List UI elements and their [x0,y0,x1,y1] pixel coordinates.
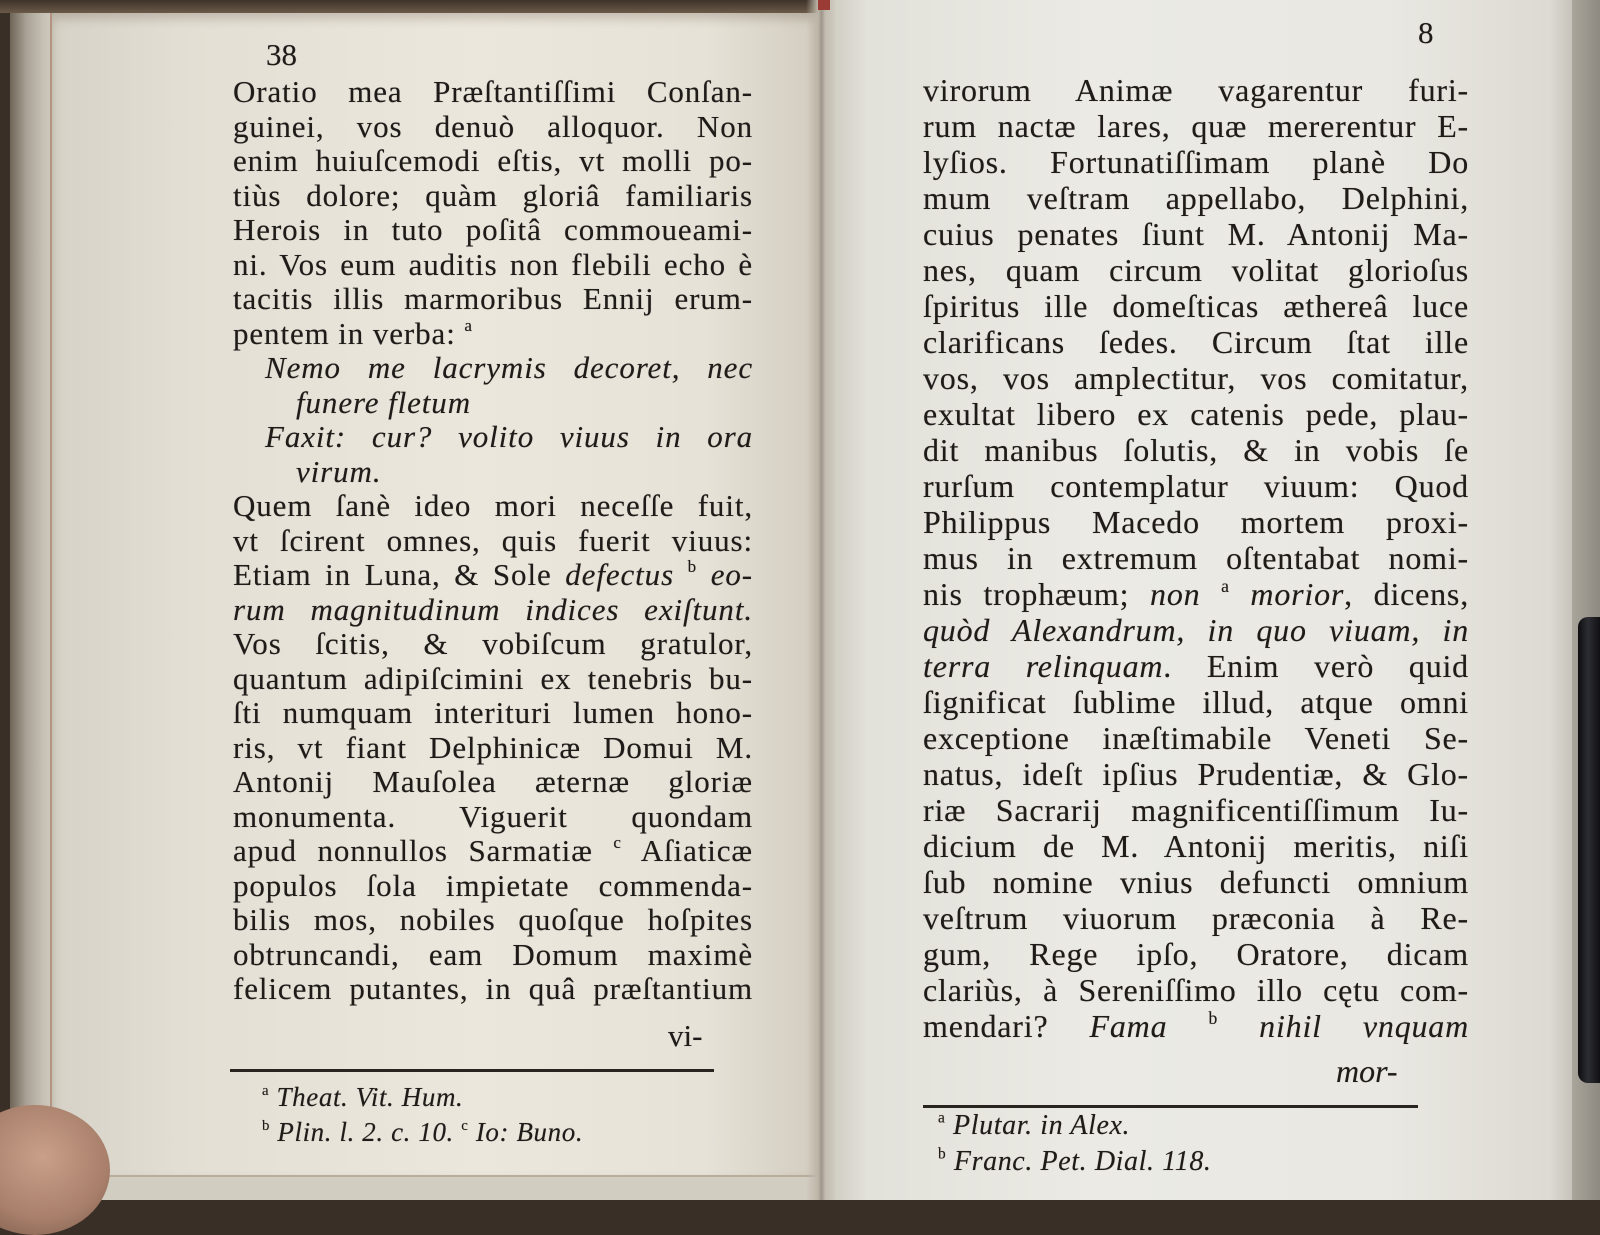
roman-text: tacitis illis marmoribus Ennij erum- [233,281,753,316]
footnotes-right [938,1108,1212,1180]
text-line [923,900,1469,936]
roman-text: ſignificat ſublime illud, atque omni [923,684,1469,720]
roman-text: nes, quam circum volitat glorioſus [923,252,1469,288]
text-line [233,110,753,145]
text-line [233,662,753,697]
roman-text: lyſios. Fortunatiſſimam planè Do [923,144,1469,180]
text-line [233,903,753,938]
text-line [233,179,753,214]
text-line [923,360,1469,396]
italic-text: defectus [565,557,688,592]
roman-text: veſtrum viuorum præconia à Re- [923,900,1469,936]
italic-text: terra relinquam [923,648,1164,684]
footnote-marker: a [464,315,473,335]
roman-text: felicem putantes, in quâ præſtantium [233,971,753,1006]
text-line [233,834,753,869]
roman-text: . Enim verò quid [1163,648,1469,684]
footnote-marker: a [1221,575,1230,596]
text-line [923,720,1469,756]
italic-text: funere fletum [296,384,471,420]
roman-text: virorum Animæ vagarentur furi- [923,72,1469,108]
italic-text: Franc. Pet. Dial. 118. [946,1146,1212,1177]
page-number-left: 38 [266,37,297,72]
text-line [233,351,753,386]
text-line [233,765,753,800]
italic-text: Theat. Vit. Hum. [269,1082,464,1112]
spine-shadow [806,0,836,1200]
roman-text: ſub nomine vnius defuncti omnium [923,864,1469,900]
roman-text: gum, Rege ipſo, Oratore, dicam [923,936,1469,972]
roman-text: rum nactæ lares, quæ mererentur E- [923,108,1469,144]
footnote-marker: b [938,1145,947,1163]
roman-text: mendari? [923,1008,1090,1044]
footnote-rule-left [230,1069,714,1072]
footnote-marker: c [461,1117,469,1134]
roman-text: cuius penates ſiunt M. Antonij Ma- [923,216,1469,252]
text-line [233,558,753,593]
roman-text: clariùs, à Sereniſſimo illo cętu com- [923,972,1469,1008]
text-line [923,72,1469,108]
italic-text: Faxit: cur? volito viuus in ora [265,419,753,454]
roman-text: Antonij Mauſolea æternæ gloriæ [233,764,753,799]
text-line [233,213,753,248]
text-line [233,455,753,490]
text-line [233,144,753,179]
text-line [923,756,1469,792]
footnote-line [262,1080,583,1115]
text-line [923,144,1469,180]
italic-text: virum. [296,453,382,489]
roman-text: mum veſtram appellabo, Delphini, [923,180,1469,216]
text-line [923,612,1469,648]
italic-text: Plin. l. 2. c. 10. [270,1117,462,1147]
roman-text: nis trophæum; [923,576,1151,612]
roman-text: Philippus Macedo mortem proxi- [923,504,1469,540]
roman-text: ſpiritus ille domeſticas æthereâ luce [923,288,1469,324]
footnote-line [262,1115,583,1150]
text-line [233,386,753,421]
text-line [233,420,753,455]
italic-text: Nemo me lacrymis decoret, nec [265,350,753,385]
roman-text: Aſiaticæ [621,833,753,868]
italic-text: rum magnitudinum indices exiſtunt. [233,591,753,627]
roman-text: enim huiuſcemodi eſtis, vt molli po- [233,143,753,178]
spine-binding [818,0,830,10]
text-line [923,1008,1469,1044]
text-line [923,576,1469,612]
roman-text: Etiam in Luna, & Sole [233,557,566,592]
roman-text: riæ Sacrarij magnificentiſſimum Iu- [923,792,1469,828]
text-line [233,696,753,731]
text-line [923,648,1469,684]
text-line [233,75,753,110]
roman-text: mus in extremum oſtentabat nomi- [923,540,1469,576]
text-line [923,504,1469,540]
footnote-marker: a [262,1082,270,1099]
pen [1578,617,1600,1083]
catchword-right: mor- [1336,1053,1398,1089]
footnote-marker: c [613,833,622,853]
roman-text: apud nonnullos Sarmatiæ [233,833,614,868]
text-line [923,864,1469,900]
italic-text: Plutar. in Alex. [945,1110,1131,1141]
footnote-line [938,1108,1212,1144]
roman-text: monumenta. Viguerit quondam [233,798,753,834]
footnote-marker: b [1208,1007,1219,1028]
book-top-edge [0,0,826,13]
italic-text: non [1150,576,1222,612]
text-line [233,800,753,835]
roman-text: Vos ſcitis, & vobiſcum gratulor, [233,626,753,661]
text-line [233,593,753,628]
roman-text: dit manibus ſolutis, & in vobis ſe [923,432,1469,468]
roman-text: Oratio mea Præſtantiſſimi Conſan- [233,74,753,109]
italic-text: Io: Buno. [468,1117,584,1147]
roman-text: pentem in verba: [233,315,465,351]
roman-text: clarificans ſedes. Circum ſtat ille [923,324,1469,360]
roman-text: bilis mos, nobiles quoſque hoſpites [233,902,753,937]
text-line [923,288,1469,324]
italic-text: nihil vnquam [1218,1008,1470,1044]
text-line [233,524,753,559]
roman-text: guinei, vos denuò alloquor. Non [233,108,753,144]
roman-text: populos ſola impietate commenda- [233,867,753,903]
roman-text: vt ſcirent omnes, quis fuerit viuus: [233,522,753,558]
roman-text: obtruncandi, eam Domum maximè [233,936,753,972]
roman-text: natus, ideſt ipſius Prudentiæ, & Glo- [923,756,1469,792]
text-line [233,869,753,904]
footnote-marker: b [262,1117,271,1134]
roman-text: , dicens, [1344,576,1469,612]
roman-text: ris, vt fiant Delphinicæ Domui M. [233,729,753,765]
roman-text: tiùs dolore; quàm gloriâ familiaris [233,177,753,213]
roman-text: dicium de M. Antonij meritis, niſi [923,828,1469,864]
page-number-right: 8 [1418,15,1434,50]
footnote-marker: a [938,1109,946,1127]
footnote-marker: b [687,557,698,577]
italic-text: morior [1229,576,1345,612]
roman-text: quantum adipiſcimini ex tenebris bu- [233,660,753,696]
italic-text: Fama [1089,1008,1209,1044]
roman-text: rurſum contemplatur viuum: Quod [923,468,1469,504]
roman-text: ſti numquam interituri lumen hono- [233,695,753,730]
text-line [923,972,1469,1008]
text-line [923,468,1469,504]
text-line [923,108,1469,144]
footnotes-left [262,1080,583,1150]
right-page-body [923,72,1469,1044]
italic-text: eo- [697,557,754,592]
roman-text: ni. Vos eum auditis non flebili echo è [233,246,753,282]
text-line [923,324,1469,360]
text-line [923,540,1469,576]
text-line [923,936,1469,972]
text-line [923,180,1469,216]
text-line [923,684,1469,720]
text-line [233,731,753,766]
roman-text: exultat libero ex catenis pede, plau- [923,396,1469,432]
roman-text: exceptione inæſtimabile Veneti Se- [923,720,1469,756]
text-line [923,396,1469,432]
text-line [923,828,1469,864]
roman-text: vos, vos amplectitur, vos comitatur, [923,360,1469,396]
text-line [233,489,753,524]
text-line [233,282,753,317]
roman-text: Herois in tuto poſitâ commoueami- [233,212,753,247]
text-line [923,216,1469,252]
italic-text: quòd Alexandrum, in quo viuam, in [923,612,1469,648]
roman-text: Quem ſanè ideo mori neceſſe fuit, [233,488,753,523]
text-line [233,248,753,283]
text-line [233,627,753,662]
footnote-line [938,1144,1212,1180]
text-line [923,432,1469,468]
text-line [923,792,1469,828]
text-line [233,938,753,973]
catchword-left: vi- [668,1018,703,1053]
text-line [233,317,753,352]
left-page-body [233,75,753,1007]
text-line [923,252,1469,288]
text-line [233,972,753,1007]
